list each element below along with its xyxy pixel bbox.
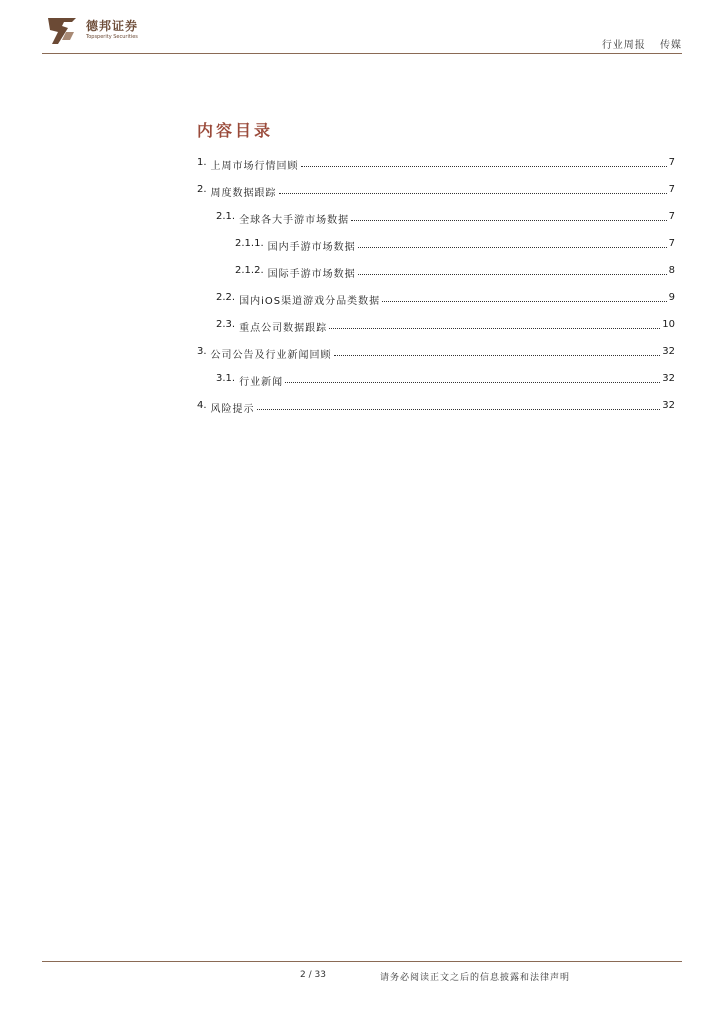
toc-entry-title: 周度数据跟踪 bbox=[210, 188, 277, 199]
toc-entry-title: 国内手游市场数据 bbox=[267, 242, 356, 253]
toc-entry-number: 3.1. bbox=[216, 373, 236, 384]
toc-entry-page: 7 bbox=[668, 184, 675, 195]
toc-leader-dots bbox=[358, 265, 667, 275]
toc-entry-page: 32 bbox=[662, 373, 675, 384]
toc-entry[interactable] bbox=[197, 292, 675, 319]
toc-entry-page: 9 bbox=[668, 292, 675, 303]
toc-leader-dots bbox=[358, 238, 667, 248]
report-type: 行业周报 bbox=[601, 40, 646, 51]
table-of-contents bbox=[197, 157, 675, 427]
toc-entry[interactable] bbox=[197, 157, 675, 184]
toc-entry-title: 国内iOS渠道游戏分品类数据 bbox=[239, 296, 381, 307]
toc-entry-page: 8 bbox=[668, 265, 675, 276]
toc-entry-number: 4. bbox=[197, 400, 207, 411]
toc-entry-title: 行业新闻 bbox=[239, 377, 284, 388]
sector-name: 传媒 bbox=[660, 40, 682, 51]
footer-divider bbox=[42, 961, 682, 962]
toc-entry-number: 2. bbox=[197, 184, 207, 195]
toc-entry-number: 2.1.2. bbox=[235, 265, 264, 276]
toc-entry-page: 7 bbox=[668, 211, 675, 222]
toc-leader-dots bbox=[382, 292, 667, 302]
toc-entry-title: 风险提示 bbox=[210, 404, 255, 415]
toc-entry-page: 7 bbox=[668, 157, 675, 168]
toc-entry[interactable] bbox=[197, 400, 675, 427]
header-tags bbox=[602, 36, 682, 51]
toc-entry[interactable] bbox=[197, 319, 675, 346]
toc-leader-dots bbox=[301, 157, 667, 167]
toc-entry-title: 公司公告及行业新闻回顾 bbox=[210, 350, 332, 361]
disclaimer-note: 请务必阅读正文之后的信息披露和法律声明 bbox=[380, 973, 571, 983]
toc-entry-title: 全球各大手游市场数据 bbox=[239, 215, 350, 226]
toc-leader-dots bbox=[285, 373, 660, 383]
toc-entry-number: 3. bbox=[197, 346, 207, 357]
toc-entry-title: 重点公司数据跟踪 bbox=[239, 323, 328, 334]
toc-entry-number: 2.1.1. bbox=[235, 238, 264, 249]
header-divider bbox=[42, 53, 682, 54]
toc-entry-page: 32 bbox=[662, 400, 675, 411]
toc-entry-number: 2.1. bbox=[216, 211, 236, 222]
toc-entry[interactable] bbox=[197, 265, 675, 292]
toc-entry[interactable] bbox=[197, 238, 675, 265]
page-number: 2 / 33 bbox=[300, 970, 326, 980]
toc-entry-title: 上周市场行情回顾 bbox=[210, 161, 299, 172]
toc-entry[interactable] bbox=[197, 184, 675, 211]
company-logo bbox=[44, 14, 184, 48]
toc-entry-page: 7 bbox=[668, 238, 675, 249]
toc-entry[interactable] bbox=[197, 346, 675, 373]
logo-name-en: Topsperity Securities bbox=[86, 34, 138, 40]
toc-entry-page: 10 bbox=[662, 319, 675, 330]
logo-name-cn: 德邦证券 bbox=[86, 19, 139, 33]
toc-leader-dots bbox=[279, 184, 667, 194]
toc-entry-number: 2.2. bbox=[216, 292, 236, 303]
toc-entry[interactable] bbox=[197, 373, 675, 400]
toc-leader-dots bbox=[257, 400, 661, 410]
toc-entry-number: 2.3. bbox=[216, 319, 236, 330]
toc-leader-dots bbox=[329, 319, 660, 329]
toc-entry-number: 1. bbox=[197, 157, 207, 168]
toc-title: 内容目录 bbox=[197, 121, 274, 140]
toc-leader-dots bbox=[351, 211, 667, 221]
toc-leader-dots bbox=[334, 346, 661, 356]
toc-entry-title: 国际手游市场数据 bbox=[267, 269, 356, 280]
toc-entry[interactable] bbox=[197, 211, 675, 238]
toc-entry-page: 32 bbox=[662, 346, 675, 357]
logo-mark-icon bbox=[44, 14, 80, 48]
